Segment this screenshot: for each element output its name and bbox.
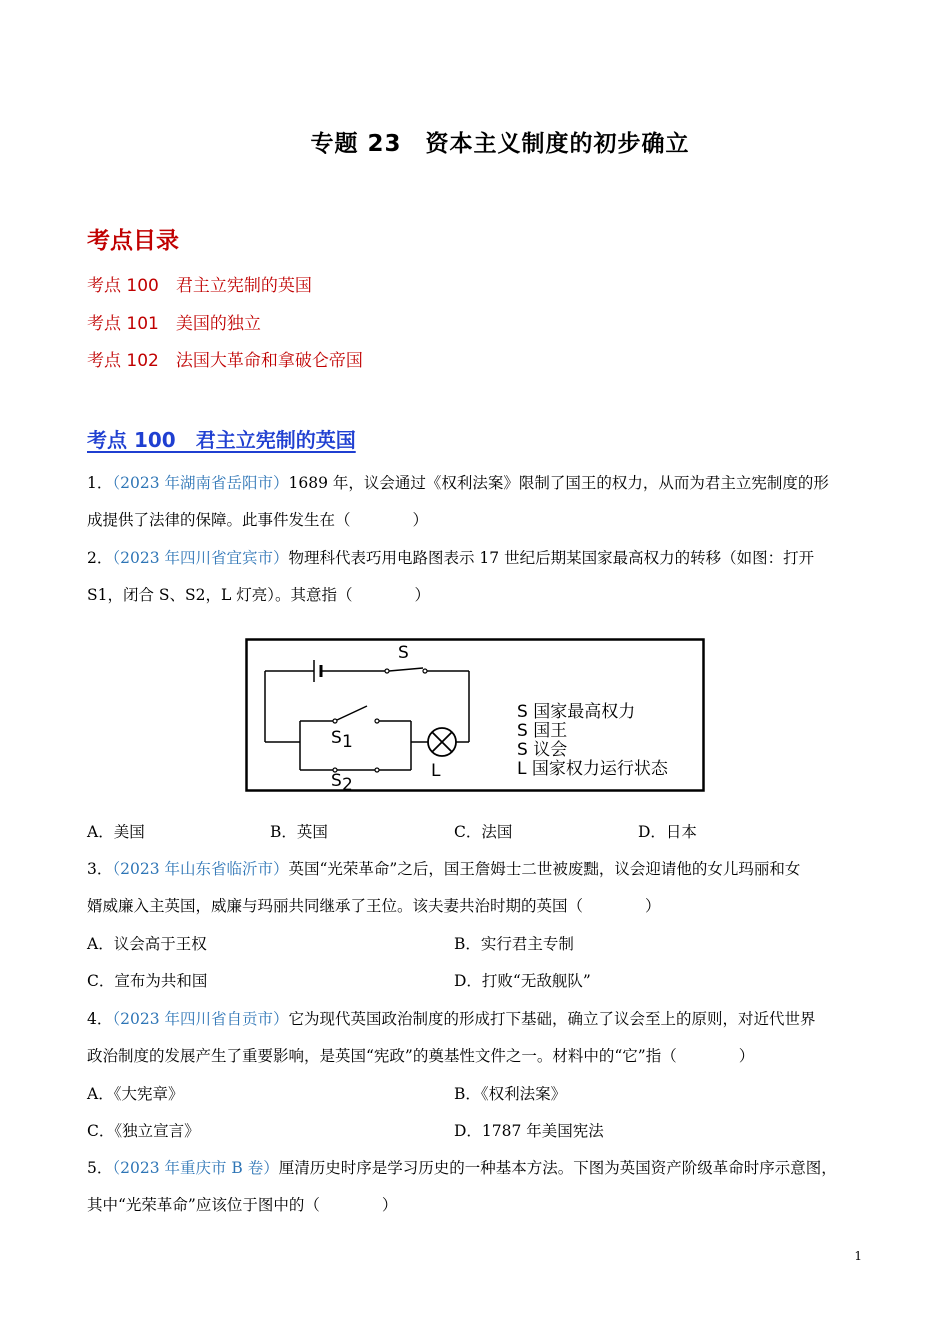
question-2-line-2: S1，闭合 S、S2，L 灯亮）。其意指（ ）	[87, 586, 430, 604]
option-d[interactable]: D．打败“无敌舰队”	[454, 972, 591, 990]
option-b[interactable]: B．《权利法案》	[454, 1085, 567, 1103]
question-source: （2023 年四川省自贡市）	[112, 1010, 289, 1028]
question-3-line-2: 婿威廉入主英国，威廉与玛丽共同继承了王位。该夫妻共治时期的英国（ ）	[87, 897, 661, 915]
question-number: 3．	[87, 860, 113, 878]
legend-item: S 国家最高权力	[517, 702, 636, 722]
question-1-line-1	[87, 471, 829, 493]
toc-item-101[interactable]: 考点 101 美国的独立	[87, 314, 261, 334]
question-number: 4．	[87, 1010, 113, 1028]
option-a[interactable]: A．《大宪章》	[87, 1085, 184, 1103]
legend-item: L 国家权力运行状态	[517, 759, 668, 779]
label-s2: S	[331, 771, 342, 791]
question-text: 厘清历史时序是学习历史的一种基本方法。下图为英国资产阶级革命时序示意图，	[278, 1159, 837, 1177]
question-source: （2023 年湖南省岳阳市）	[112, 474, 289, 492]
label-s1: S	[331, 728, 342, 748]
option-d[interactable]: D．日本	[638, 823, 697, 841]
label-s: S	[398, 643, 409, 663]
switch-s2-contact	[375, 768, 379, 772]
question-text: 1689 年，议会通过《权利法案》限制了国王的权力，从而为君主立宪制度的形	[288, 474, 829, 492]
question-number: 5．	[87, 1159, 113, 1177]
label-s2-sub: 2	[342, 775, 353, 792]
legend-item: S 国王	[517, 721, 568, 741]
label-l: L	[431, 761, 441, 781]
question-4-line-1	[87, 1007, 816, 1029]
option-d[interactable]: D．1787 年美国宪法	[454, 1122, 604, 1140]
option-a[interactable]: A．议会高于王权	[87, 935, 207, 953]
toc-item-100[interactable]: 考点 100 君主立宪制的英国	[87, 276, 312, 296]
question-5-line-1	[87, 1156, 837, 1178]
switch-s1-contact	[333, 719, 337, 723]
question-1-line-2: 成提供了法律的保障。此事件发生在（ ）	[87, 511, 429, 529]
question-5-line-2: 其中“光荣革命”应该位于图中的（ ）	[87, 1196, 398, 1214]
switch-s1-blade-open	[337, 706, 367, 720]
question-source: （2023 年重庆市 B 卷）	[112, 1159, 279, 1177]
page-title: 专题 23 资本主义制度的初步确立	[310, 131, 690, 157]
question-text: 它为现代英国政治制度的形成打下基础，确立了议会至上的原则，对近代世界	[288, 1010, 816, 1028]
question-source: （2023 年山东省临沂市）	[112, 860, 289, 878]
option-c[interactable]: C．宣布为共和国	[87, 972, 208, 990]
circuit-diagram	[245, 638, 705, 792]
toc-item-102[interactable]: 考点 102 法国大革命和拿破仑帝国	[87, 351, 363, 371]
switch-s1-contact	[375, 719, 379, 723]
option-b[interactable]: B．英国	[270, 823, 328, 841]
question-source: （2023 年四川省宜宾市）	[112, 549, 289, 567]
question-number: 2．	[87, 549, 113, 567]
legend-item: S 议会	[517, 740, 568, 760]
switch-s-blade	[389, 668, 423, 671]
question-3-line-1	[87, 857, 800, 879]
option-c[interactable]: C．《独立宣言》	[87, 1122, 200, 1140]
question-4-line-2: 政治制度的发展产生了重要影响，是英国“宪政”的奠基性文件之一。材料中的“它”指（ ）	[87, 1047, 755, 1065]
option-c[interactable]: C．法国	[454, 823, 513, 841]
question-number: 1．	[87, 474, 113, 492]
section-heading[interactable]: 考点 100 君主立宪制的英国	[87, 428, 356, 452]
label-s1-sub: 1	[342, 732, 353, 752]
page-number: 1	[854, 1249, 862, 1263]
question-2-line-1	[87, 546, 814, 568]
switch-s-contact	[423, 669, 427, 673]
toc-heading: 考点目录	[87, 228, 179, 254]
switch-s-contact	[385, 669, 389, 673]
option-a[interactable]: A．美国	[87, 823, 145, 841]
option-b[interactable]: B．实行君主专制	[454, 935, 574, 953]
question-text: 英国“光荣革命”之后，国王詹姆士二世被废黜，议会迎请他的女儿玛丽和女	[288, 860, 801, 878]
question-text: 物理科代表巧用电路图表示 17 世纪后期某国家最高权力的转移（如图：打开	[288, 549, 815, 567]
